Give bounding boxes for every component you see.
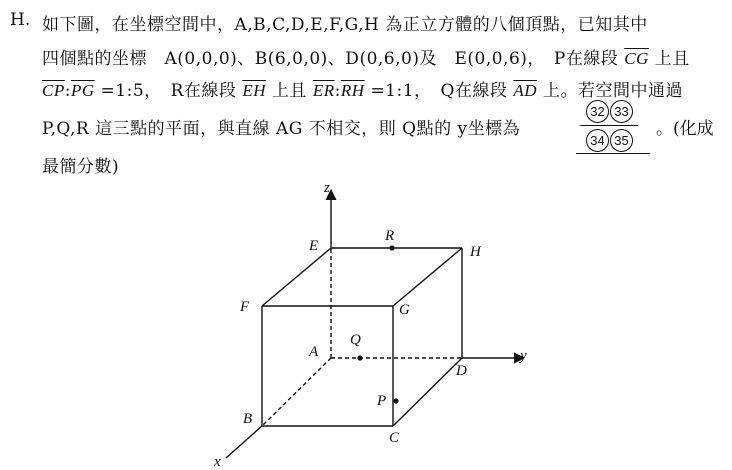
ratio-colon-2: : [334, 81, 341, 101]
problem-tail: 。(化成 [656, 119, 714, 139]
segment-ad: $\overline{AD}$ [513, 81, 538, 100]
segment-rh: $\overline{RH}$ [340, 81, 365, 100]
label-a: A [309, 344, 319, 360]
answer-cell-32[interactable]: 32 [586, 100, 609, 123]
label-e: E [309, 238, 319, 254]
line3-text-d: 上。若空間中通過 [542, 81, 683, 101]
x-axis [226, 426, 262, 458]
segment-er: $\overline{ER}$ [312, 81, 335, 100]
problem-line-4: P,Q,R 這三點的平面，與直線 AG 不相交，則 Q點的 y坐標為 [42, 119, 521, 139]
point-r [389, 245, 394, 250]
segment-cp: $\overline{CP}$ [42, 81, 65, 100]
line2-text-a: 四個點的坐標 A(0,0,0)、B(6,0,0)、D(0,6,0)及 E(0,0,6)， P在線段 [42, 49, 619, 69]
label-h: H [470, 244, 481, 260]
label-p: P [377, 393, 387, 409]
label-y: y [520, 348, 527, 364]
label-r: R [385, 228, 395, 244]
segment-pg: $\overline{PG}$ [70, 81, 95, 100]
label-f: F [240, 299, 250, 315]
answer-cell-34[interactable]: 34 [586, 129, 609, 152]
answer-cell-35[interactable]: 35 [610, 129, 633, 152]
line3-text-c: =1:1， Q在線段 [370, 81, 508, 101]
edge-ab-hidden [262, 358, 331, 426]
problem-label: H. [10, 10, 31, 30]
edge-gh [393, 248, 462, 306]
label-q: Q [350, 332, 361, 348]
line3-text-a: =1:5， R在線段 [100, 81, 237, 101]
label-g: G [399, 302, 410, 318]
point-q [357, 355, 362, 360]
edge-cd [393, 358, 462, 426]
line3-text-b: 上且 [271, 81, 307, 101]
answer-cell-33[interactable]: 33 [610, 100, 633, 123]
line2-text-b: 上且 [654, 49, 690, 69]
label-d: D [456, 363, 467, 379]
segment-eh: $\overline{EH}$ [242, 81, 267, 100]
label-z: z [324, 180, 330, 196]
segment-cg: $\overline{CG}$ [624, 49, 649, 68]
label-x: x [214, 454, 221, 470]
edge-fe [262, 248, 331, 306]
ratio-colon: : [64, 81, 71, 101]
problem-line-5: 最簡分數) [42, 157, 120, 177]
point-p [393, 398, 398, 403]
label-b: B [243, 411, 253, 427]
problem-line-1: 如下圖，在坐標空間中，A,B,C,D,E,F,G,H 為正立方體的八個頂點，已知其中 [42, 15, 648, 35]
label-c: C [389, 430, 400, 446]
